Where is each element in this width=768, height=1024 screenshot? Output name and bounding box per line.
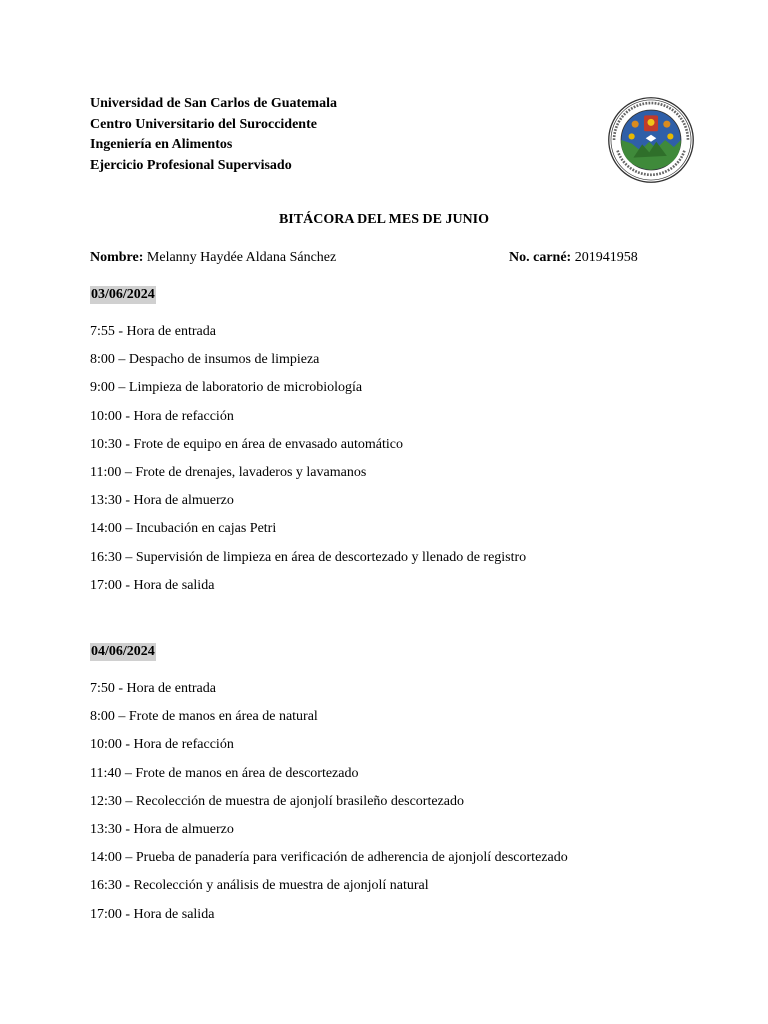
log-entry: 16:30 – Supervisión de limpieza en área de descortezado y llenado de registro bbox=[90, 549, 527, 565]
log-entry: 14:00 – Prueba de panadería para verificación de adherencia de ajonjolí descortezado bbox=[90, 850, 568, 866]
header-center: Centro Universitario del Suroccidente bbox=[90, 116, 317, 132]
log-entry: 17:00 - Hora de salida bbox=[90, 577, 215, 593]
log-entry: 7:50 - Hora de entrada bbox=[90, 681, 216, 696]
name-label: Nombre: bbox=[90, 250, 144, 265]
student-carne: 201941958 bbox=[574, 250, 638, 265]
log-entry: 10:00 - Hora de refacción bbox=[90, 737, 234, 753]
log-entry: 12:30 – Recolección de muestra de ajonjolí brasileño descortezado bbox=[90, 793, 464, 809]
institution-header bbox=[90, 94, 337, 176]
log-entry: 13:30 - Hora de almuerzo bbox=[90, 821, 234, 837]
student-name: Melanny Haydée Aldana Sánchez bbox=[146, 250, 337, 265]
log-entry: 11:00 – Frote de drenajes, lavaderos y lavamanos bbox=[90, 464, 367, 480]
log-entry: 9:00 – Limpieza de laboratorio de microbiología bbox=[90, 380, 363, 396]
header-university: Universidad de San Carlos de Guatemala bbox=[90, 96, 337, 111]
student-name-line bbox=[90, 250, 336, 266]
day-entries bbox=[90, 323, 526, 605]
log-entry: 13:30 - Hora de almuerzo bbox=[90, 493, 234, 509]
log-entry: 8:00 – Frote de manos en área de natural bbox=[90, 709, 318, 725]
document-title: BITÁCORA DEL MES DE JUNIO bbox=[278, 212, 490, 227]
log-entry: 17:00 - Hora de salida bbox=[90, 906, 215, 922]
log-entry: 11:40 – Frote de manos en área de descortezado bbox=[90, 765, 359, 781]
student-carne-line bbox=[509, 250, 638, 266]
log-entry: 16:30 - Recolección y análisis de muestra de ajonjolí natural bbox=[90, 878, 429, 894]
day-date: 04/06/2024 bbox=[91, 644, 155, 659]
log-entry: 8:00 – Despacho de insumos de limpieza bbox=[90, 352, 320, 368]
log-entry: 14:00 – Incubación en cajas Petri bbox=[90, 521, 277, 537]
day-entries bbox=[90, 680, 568, 934]
log-entry: 10:00 - Hora de refacción bbox=[90, 408, 234, 424]
log-entry: 10:30 - Frote de equipo en área de envasado automático bbox=[90, 436, 403, 452]
log-entry: 7:55 - Hora de entrada bbox=[90, 324, 216, 339]
day-date: 03/06/2024 bbox=[91, 287, 155, 302]
university-seal-icon bbox=[607, 96, 695, 184]
header-program: Ingeniería en Alimentos bbox=[90, 137, 233, 152]
header-course: Ejercicio Profesional Supervisado bbox=[90, 157, 292, 173]
carne-label: No. carné: bbox=[509, 250, 572, 265]
